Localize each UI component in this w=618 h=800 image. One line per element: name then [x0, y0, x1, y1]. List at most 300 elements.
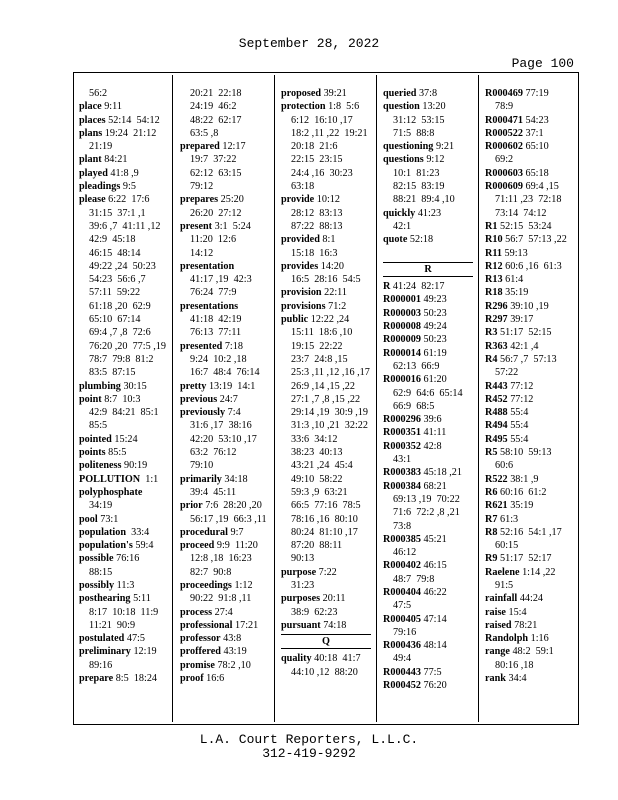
index-references: 7:22: [316, 566, 337, 578]
index-references: 61:20: [420, 374, 447, 386]
index-continuation: 27:1 ,7 ,8 ,15 ,22: [291, 393, 361, 405]
index-term: R13: [485, 274, 503, 286]
index-term: R9: [485, 553, 498, 565]
index-continuation: 66:5 77:16 78:5: [291, 500, 361, 512]
index-references: 11:3: [114, 579, 135, 591]
index-entry: [485, 300, 577, 313]
index-term: R621: [485, 500, 508, 512]
index-continuation: 66:9 68:5: [393, 400, 435, 412]
index-entry: [485, 526, 577, 539]
index-entry: [485, 167, 577, 180]
index-references: 50:23: [420, 334, 447, 346]
index-references: 74:18: [320, 619, 347, 631]
index-references: 46:22: [420, 586, 447, 598]
index-entry: [485, 446, 577, 459]
index-references: 8:1: [319, 234, 336, 246]
index-references: 14:20: [318, 260, 344, 272]
column-divider: [376, 75, 377, 722]
index-references: 38:1 ,9: [507, 473, 539, 485]
index-continuation: 38:9 62:23: [291, 606, 338, 618]
index-continuation: 31:12 53:15: [393, 114, 445, 126]
index-entry: [485, 499, 577, 512]
index-entry: [79, 539, 171, 552]
index-term: R18: [485, 287, 503, 299]
index-references: 13:19 14:1: [206, 380, 256, 392]
index-entry: [383, 320, 475, 333]
index-term: POLLUTION: [79, 473, 141, 485]
index-continuation: 39:4 45:11: [190, 486, 237, 498]
index-references: 60:6 ,16 61:3: [502, 260, 562, 272]
index-term: Randolph: [485, 633, 529, 645]
index-continuation: 73:8: [393, 520, 412, 532]
index-continuation: 61:18 ,20 62:9: [89, 300, 151, 312]
index-term: prepares: [180, 194, 219, 206]
index-continuation: 76:20 ,20 77:5 ,19: [89, 340, 166, 352]
index-term: R8: [485, 526, 498, 538]
index-term: R494: [485, 420, 508, 432]
index-entry: [383, 559, 475, 572]
index-entry: [79, 446, 171, 459]
index-term: proceed: [180, 540, 215, 552]
index-continuation: 62:9 64:6 65:14: [393, 387, 463, 399]
index-references: 59:4: [132, 540, 154, 552]
index-term: R11: [485, 247, 502, 259]
index-term: provide: [281, 194, 315, 206]
index-continuation: 47:5: [393, 600, 412, 612]
index-column-2: [180, 87, 272, 685]
index-continuation: 69:2: [495, 154, 514, 166]
index-references: 65:18: [522, 167, 549, 179]
index-entry: [281, 592, 373, 605]
index-references: 42:1 ,4: [507, 340, 539, 352]
index-continuation: 16:5 28:16 54:5: [291, 274, 361, 286]
index-references: 52:18: [407, 234, 434, 246]
index-term: polyphosphate: [79, 486, 143, 498]
index-references: 39:21: [321, 88, 347, 99]
index-term: prepare: [79, 673, 114, 685]
index-entry: [281, 260, 373, 273]
index-term: R7: [485, 513, 498, 525]
index-references: 44:24: [517, 593, 544, 605]
index-entry: [485, 233, 577, 246]
index-term: R1: [485, 220, 498, 232]
index-term: R522: [485, 473, 508, 485]
index-term: proffered: [180, 646, 221, 658]
index-entry: [485, 114, 577, 127]
index-continuation: 57:22: [495, 367, 519, 379]
index-continuation: 79:12: [190, 181, 214, 193]
index-entry: [180, 300, 272, 313]
index-references: 24:7: [217, 393, 238, 405]
index-continuation: 91:5: [495, 579, 514, 591]
index-term: provides: [281, 260, 319, 272]
index-continuation: 60:15: [495, 540, 519, 552]
index-term: R000602: [485, 141, 523, 153]
index-entry: [383, 480, 475, 493]
index-references: 9:7: [227, 526, 244, 538]
index-references: 7:6 28:20 ,20: [202, 500, 262, 512]
index-references: 61:3: [497, 513, 519, 525]
index-references: 27:4: [212, 606, 233, 618]
index-continuation: 10:1 81:23: [393, 167, 440, 179]
index-continuation: 24:19 46:2: [190, 101, 237, 113]
index-term: R297: [485, 314, 508, 326]
index-term: R000443: [383, 666, 421, 678]
index-continuation: 14:12: [190, 247, 214, 259]
index-entry: [281, 313, 373, 326]
index-continuation: 41:18 42:19: [190, 314, 242, 326]
index-term: primarily: [180, 473, 222, 485]
index-continuation: 41:17 ,19 42:3: [190, 274, 252, 286]
index-column-3: [281, 87, 373, 679]
index-continuation: 26:9 ,14 ,15 ,22: [291, 380, 355, 392]
header-date: September 28, 2022: [238, 36, 380, 51]
index-entry: [180, 645, 272, 658]
index-references: 33:4: [126, 526, 150, 538]
index-references: 16:6: [203, 673, 225, 685]
index-continuation: 89:16: [89, 659, 113, 671]
index-term: presented: [180, 340, 223, 352]
index-term: please: [79, 194, 106, 206]
index-entry: [180, 140, 272, 153]
index-references: 56:7 57:13 ,22: [502, 234, 567, 246]
index-references: 76:16: [113, 553, 140, 565]
index-continuation: 90:22 91:8 ,11: [190, 593, 252, 605]
index-term: R000009: [383, 334, 421, 346]
index-term: postulated: [79, 633, 125, 645]
index-references: 41:8 ,9: [107, 167, 139, 179]
index-term: R000016: [383, 374, 421, 386]
index-term: plans: [79, 127, 103, 139]
index-entry: [180, 260, 272, 273]
index-entry: [485, 140, 577, 153]
index-term: politeness: [79, 460, 122, 472]
index-entry: [485, 180, 577, 193]
index-continuation: 38:23 40:13: [291, 447, 343, 459]
index-entry: [485, 260, 577, 273]
index-entry: [485, 286, 577, 299]
index-term: proceedings: [180, 579, 232, 591]
index-entry: [485, 632, 577, 645]
index-continuation: 31:6 ,17 38:16: [190, 420, 252, 432]
index-entry: [180, 672, 272, 685]
index-term: R6: [485, 486, 498, 498]
index-continuation: 88:21 89:4 ,10: [393, 194, 455, 206]
index-term: plant: [79, 154, 102, 166]
index-term: proof: [180, 673, 204, 685]
index-entry: [79, 180, 171, 193]
index-references: 41:23: [415, 207, 442, 219]
index-term: places: [79, 114, 106, 126]
index-references: 1:8 5:6: [325, 101, 360, 113]
index-entry: [281, 233, 373, 246]
index-entry: [485, 127, 577, 140]
index-continuation: 42:1: [393, 220, 412, 232]
index-entry: [79, 127, 171, 140]
index-references: 15:4: [505, 606, 527, 618]
index-continuation: 25:3 ,11 ,12 ,16 ,17: [291, 367, 370, 379]
index-references: 43:8: [220, 633, 242, 645]
index-entry: [281, 300, 373, 313]
index-term: R000469: [485, 88, 523, 99]
index-continuation: 63:18: [291, 181, 315, 193]
index-term: provision: [281, 287, 322, 299]
column-divider: [172, 75, 173, 722]
index-continuation: 73:14 74:12: [495, 207, 547, 219]
index-continuation: 46:12: [393, 547, 417, 559]
index-entry: [180, 499, 272, 512]
index-term: pool: [79, 513, 98, 525]
index-term: R000384: [383, 480, 421, 492]
index-term: prior: [180, 500, 203, 512]
index-entry: [485, 313, 577, 326]
index-references: 37:8: [416, 88, 438, 99]
index-entry: [485, 552, 577, 565]
index-continuation: 78:16 ,16 80:10: [291, 513, 358, 525]
index-continuation: 62:13 66:9: [393, 360, 440, 372]
index-entry: [79, 579, 171, 592]
index-references: 46:15: [420, 560, 447, 572]
index-entry: [180, 220, 272, 233]
index-term: raised: [485, 619, 512, 631]
index-term: pointed: [79, 433, 112, 445]
index-continuation: 71:6 72:2 ,8 ,21: [393, 507, 460, 519]
index-continuation: 20:21 22:18: [190, 88, 242, 99]
index-term: R000405: [383, 613, 421, 625]
index-continuation: 63:5 ,8: [190, 127, 219, 139]
index-term: provisions: [281, 300, 326, 312]
index-references: 51:17 52:17: [497, 553, 552, 565]
index-entry: [79, 526, 171, 539]
index-term: R000296: [383, 414, 421, 426]
index-entry: [485, 326, 577, 339]
index-entry: [485, 406, 577, 419]
index-references: 51:17 52:15: [497, 327, 552, 339]
index-continuation: 49:4: [393, 653, 412, 665]
index-entry: [485, 380, 577, 393]
index-references: 12:19: [130, 646, 157, 658]
index-entry: [383, 586, 475, 599]
index-entry: [79, 473, 171, 486]
index-references: 8:5 18:24: [113, 673, 158, 685]
index-term: R000351: [383, 427, 421, 439]
index-continuation: 42:9 84:21 85:1: [89, 407, 159, 419]
index-references: 58:10 59:13: [497, 447, 552, 459]
index-references: 8:7 10:3: [101, 393, 141, 405]
index-references: 77:5: [420, 666, 442, 678]
index-continuation: 82:15 83:19: [393, 181, 445, 193]
index-term: proposed: [281, 88, 322, 99]
index-term: R000452: [383, 680, 421, 692]
index-term: plumbing: [79, 380, 121, 392]
index-entry: [485, 566, 577, 579]
index-entry: [485, 393, 577, 406]
index-references: 6:22 17:6: [105, 194, 150, 206]
index-references: 5:11: [130, 593, 151, 605]
index-entry: [485, 247, 577, 260]
index-continuation: 43:1: [393, 454, 412, 466]
index-continuation: 48:7 79:8: [393, 573, 435, 585]
spacer: [383, 247, 475, 260]
index-references: 25:20: [218, 194, 244, 206]
index-term: R000385: [383, 533, 421, 545]
index-term: R443: [485, 380, 508, 392]
index-continuation: 22:15 23:15: [291, 154, 343, 166]
index-entry: [383, 87, 475, 100]
index-continuation: 63:2 76:12: [190, 447, 237, 459]
index-references: 10:12: [314, 194, 340, 206]
index-continuation: 82:7 90:8: [190, 566, 232, 578]
index-entry: [79, 645, 171, 658]
index-references: 34:18: [221, 473, 248, 485]
index-entry: [485, 672, 577, 685]
index-entry: [281, 619, 373, 632]
page-number: Page 100: [511, 56, 574, 71]
index-term: possible: [79, 553, 114, 565]
index-term: professional: [180, 619, 233, 631]
index-term: R452: [485, 393, 508, 405]
index-continuation: 28:12 83:13: [291, 207, 343, 219]
index-continuation: 88:15: [89, 566, 113, 578]
index-references: 41:11: [420, 427, 447, 439]
index-column-5: [485, 87, 577, 685]
index-continuation: 69:4 ,7 ,8 72:6: [89, 327, 151, 339]
index-entry: [485, 486, 577, 499]
index-entry: [383, 347, 475, 360]
index-continuation: 42:20 53:10 ,17: [190, 433, 257, 445]
index-continuation: 15:11 18:6 ,10: [291, 327, 353, 339]
index-term: possibly: [79, 579, 115, 591]
index-continuation: 46:15 48:14: [89, 247, 141, 259]
index-references: 69:4 ,15: [522, 181, 559, 193]
index-continuation: 48:22 62:17: [190, 114, 242, 126]
index-continuation: 31:15 37:1 ,1: [89, 207, 146, 219]
index-entry: [485, 513, 577, 526]
index-continuation: 11:20 12:6: [190, 234, 237, 246]
index-entry: [79, 433, 171, 446]
index-term: presentation: [180, 260, 235, 272]
index-entry: [180, 539, 272, 552]
index-references: 78:21: [511, 619, 538, 631]
index-entry: [383, 293, 475, 306]
index-continuation: 9:24 10:2 ,18: [190, 353, 247, 365]
index-entry: [383, 639, 475, 652]
index-references: 52:15 53:24: [497, 220, 552, 232]
index-term: protection: [281, 101, 326, 113]
index-entry: [79, 632, 171, 645]
index-continuation: 78:9: [495, 101, 514, 113]
index-continuation: 31:3 ,10 ,21 32:22: [291, 420, 368, 432]
index-term: R000003: [383, 307, 421, 319]
index-term: R000352: [383, 440, 421, 452]
index-term: R495: [485, 433, 508, 445]
index-continuation: 71:5 88:8: [393, 127, 435, 139]
index-term: pleadings: [79, 181, 121, 193]
index-term: R000603: [485, 167, 523, 179]
index-entry: [79, 380, 171, 393]
index-references: 1:14 ,22: [519, 566, 556, 578]
index-entry: [79, 193, 171, 206]
index-references: 76:20: [420, 680, 447, 692]
index-references: 55:4: [507, 420, 529, 432]
index-continuation: 31:23: [291, 579, 315, 591]
index-references: 77:12: [507, 393, 534, 405]
index-term: R000001: [383, 294, 421, 306]
index-entry: [180, 579, 272, 592]
index-term: previously: [180, 407, 226, 419]
index-references: 9:9 11:20: [214, 540, 258, 552]
index-entry: [180, 340, 272, 353]
index-continuation: 69:13 ,19 70:22: [393, 493, 460, 505]
index-term: range: [485, 646, 510, 658]
index-references: 55:4: [507, 407, 529, 419]
index-references: 19:24 21:12: [102, 127, 157, 139]
index-continuation: 43:21 ,24 45:4: [291, 460, 353, 472]
index-term: R10: [485, 234, 503, 246]
index-continuation: 60:6: [495, 460, 514, 472]
index-entry: [383, 207, 475, 220]
index-entry: [180, 406, 272, 419]
index-references: 13:20: [419, 101, 446, 113]
index-entry: [281, 193, 373, 206]
index-term: points: [79, 447, 106, 459]
index-references: 77:19: [522, 88, 549, 99]
index-term: R363: [485, 340, 508, 352]
index-references: 9:21: [433, 141, 455, 153]
index-references: 60:16 61:2: [497, 486, 547, 498]
index-entry: [383, 466, 475, 479]
index-continuation: 29:14 ,19 30:9 ,19: [291, 407, 368, 419]
index-term: point: [79, 393, 102, 405]
index-continuation: 39:6 ,7 41:11 ,12: [89, 220, 161, 232]
index-continuation: 71:11 ,23 72:18: [495, 194, 562, 206]
index-term: quote: [383, 234, 408, 246]
index-entry: [79, 100, 171, 113]
letter-heading: Q: [281, 634, 371, 649]
index-continuation: 85:5: [89, 420, 108, 432]
index-entry: [383, 440, 475, 453]
index-term: R000402: [383, 560, 421, 572]
index-continuation: 24:4 ,16 30:23: [291, 167, 353, 179]
index-entry: [383, 280, 475, 293]
index-entry: [485, 273, 577, 286]
index-references: 90:19: [121, 460, 148, 472]
index-frame: [73, 72, 579, 725]
index-references: 54:23: [522, 114, 549, 126]
index-references: 45:18 ,21: [420, 467, 462, 479]
index-references: 41:24 82:17: [390, 281, 445, 293]
index-continuation: 87:20 88:11: [291, 540, 343, 552]
index-references: 50:23: [420, 307, 447, 319]
index-term: population: [79, 526, 126, 538]
index-term: rainfall: [485, 593, 518, 605]
index-column-4: [383, 87, 475, 692]
index-references: 47:14: [420, 613, 447, 625]
index-continuation: 49:10 58:22: [291, 473, 343, 485]
index-continuation: 20:18 21:6: [291, 141, 338, 153]
index-term: R000471: [485, 114, 523, 126]
index-entry: [383, 533, 475, 546]
index-references: 1:1: [140, 473, 159, 485]
index-entry: [485, 473, 577, 486]
column-divider: [274, 75, 275, 722]
index-column-1: [79, 87, 171, 685]
index-continuation: 62:12 63:15: [190, 167, 242, 179]
index-references: 45:21: [420, 533, 447, 545]
index-continuation: 80:24 81:10 ,17: [291, 526, 358, 538]
index-continuation: 19:7 37:22: [190, 154, 237, 166]
index-entry: [485, 645, 577, 658]
